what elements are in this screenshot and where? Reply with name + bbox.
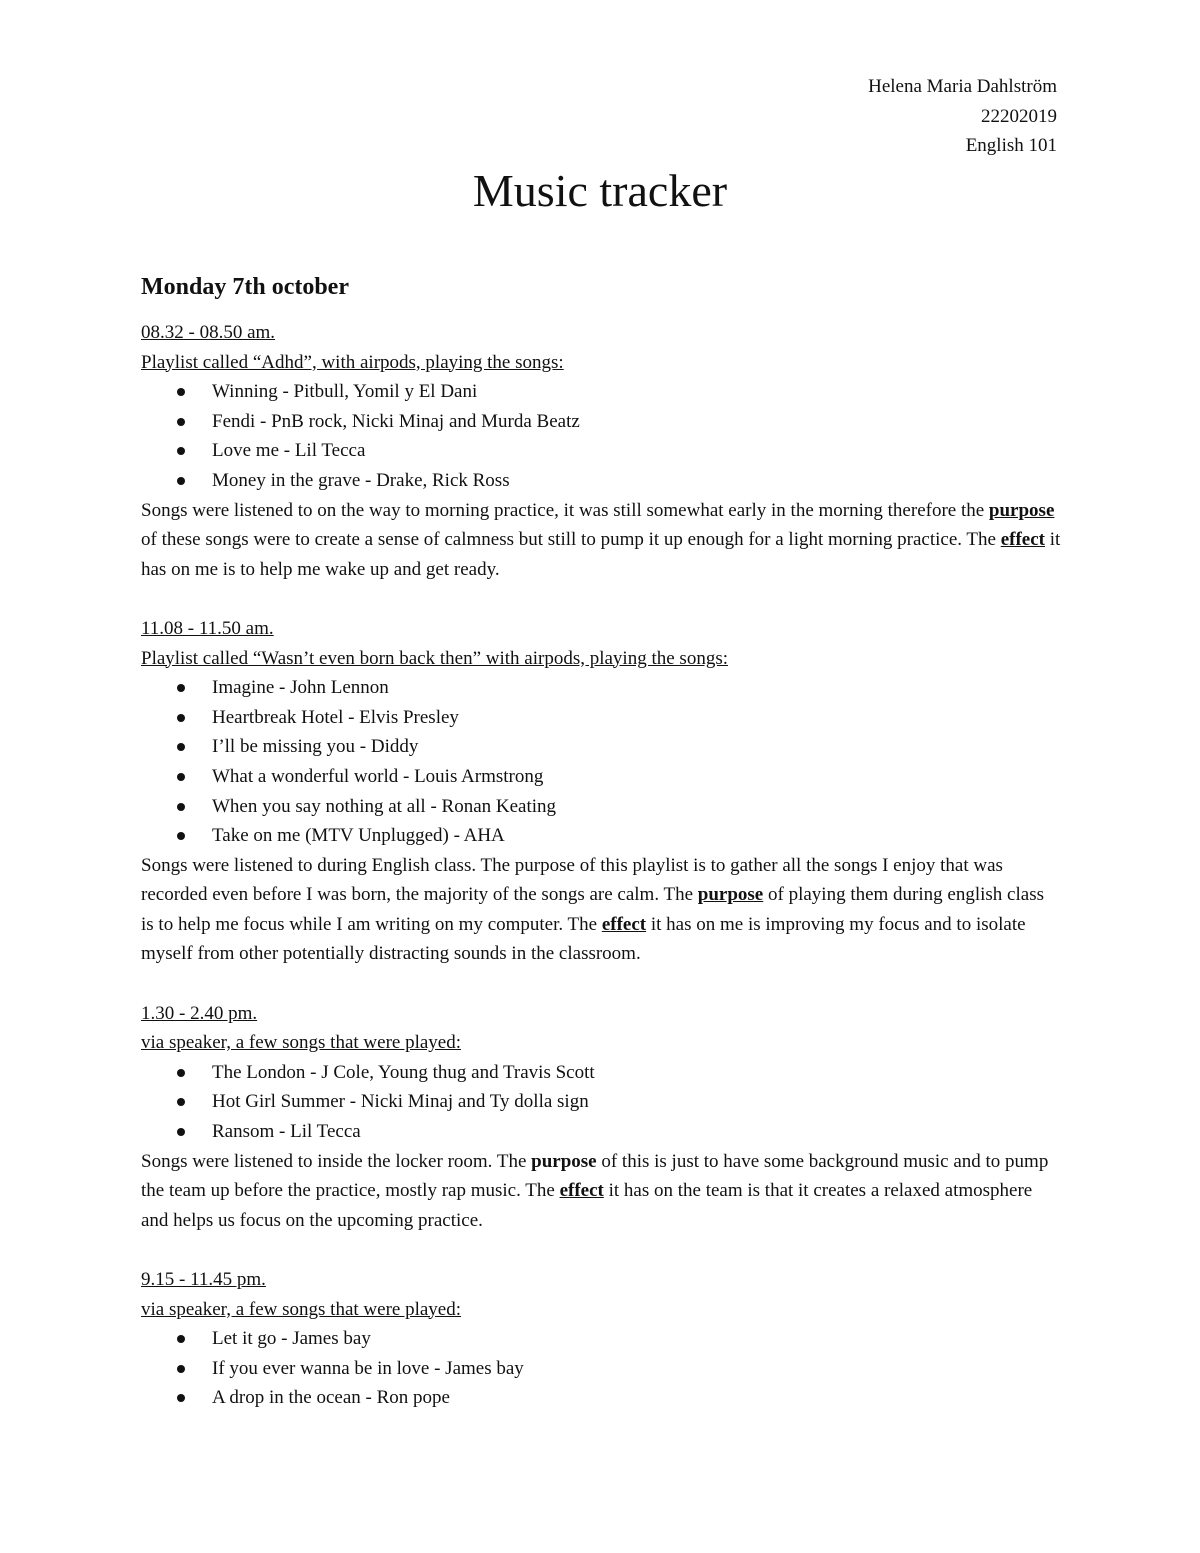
bullet-icon — [177, 1128, 185, 1136]
session-4 — [141, 1265, 1061, 1413]
session-description — [141, 496, 1061, 585]
document-body — [141, 270, 1061, 1443]
song-text: Take on me (MTV Unplugged) - AHA — [212, 825, 505, 847]
session-intro: Playlist called “Wasn’t even born back then” with airpods, playing the songs: — [141, 647, 728, 669]
song-item — [141, 466, 1061, 496]
bullet-icon — [177, 1394, 185, 1402]
course-name: English 101 — [965, 135, 1057, 156]
desc-text: of this is just to have some background music and to pump the team up before the practice, mostly rap music. The — [141, 1150, 1049, 1202]
song-text: The London - J Cole, Young thug and Travis Scott — [212, 1061, 595, 1083]
bullet-icon — [177, 832, 185, 840]
session-description — [141, 1147, 1061, 1236]
song-text: Imagine - John Lennon — [212, 677, 389, 699]
session-1 — [141, 318, 1061, 584]
session-time: 1.30 - 2.40 pm. — [141, 1002, 258, 1024]
desc-text: of playing them during english class is to help me focus while I am writing on my computer. The — [141, 884, 1044, 935]
song-list — [141, 1324, 1061, 1413]
effect-keyword: effect — [1000, 529, 1045, 551]
session-intro: via speaker, a few songs that were played: — [141, 1298, 462, 1320]
song-item — [141, 1058, 1061, 1088]
song-text: Hot Girl Summer - Nicki Minaj and Ty dolla sign — [212, 1091, 589, 1113]
song-text: Heartbreak Hotel - Elvis Presley — [212, 706, 459, 728]
purpose-keyword: purpose — [988, 499, 1055, 521]
bullet-icon — [177, 714, 185, 722]
bullet-icon — [177, 803, 185, 811]
song-item — [141, 1354, 1061, 1384]
desc-text: it has on the team is that it creates a relaxed atmosphere and helps us focus on the upcoming practice. — [141, 1180, 1033, 1231]
bullet-icon — [177, 1335, 185, 1343]
bullet-icon — [177, 388, 185, 396]
song-list — [141, 673, 1061, 851]
desc-text: Songs were listened to inside the locker room. The — [141, 1150, 532, 1172]
session-3 — [141, 999, 1061, 1236]
song-text: Ransom - Lil Tecca — [212, 1121, 361, 1143]
bullet-icon — [177, 1069, 185, 1077]
song-text: I’ll be missing you - Diddy — [212, 736, 419, 758]
purpose-keyword: purpose — [697, 884, 764, 906]
session-intro: via speaker, a few songs that were played: — [141, 1032, 462, 1054]
song-text: Let it go - James bay — [212, 1328, 371, 1350]
song-text: Winning - Pitbull, Yomil y El Dani — [212, 381, 478, 403]
session-intro: Playlist called “Adhd”, with airpods, playing the songs: — [141, 351, 564, 373]
song-item — [141, 673, 1061, 703]
day-heading: Monday 7th october — [141, 274, 349, 300]
song-text: A drop in the ocean - Ron pope — [212, 1387, 450, 1409]
song-item — [141, 1324, 1061, 1354]
song-item — [141, 407, 1061, 437]
session-description — [141, 851, 1061, 969]
student-id: 22202019 — [981, 105, 1057, 127]
document-title: Music tracker — [472, 165, 728, 216]
song-text: If you ever wanna be in love - James bay — [212, 1357, 524, 1379]
song-item — [141, 1087, 1061, 1117]
song-item — [141, 762, 1061, 792]
song-text: Money in the grave - Drake, Rick Ross — [212, 469, 510, 491]
song-item — [141, 792, 1061, 822]
song-item — [141, 821, 1061, 851]
song-text: Fendi - PnB rock, Nicki Minaj and Murda Beatz — [212, 410, 580, 432]
song-item — [141, 732, 1061, 762]
desc-text: it has on me is to help me wake up and get ready. — [141, 529, 1061, 580]
song-item — [141, 1117, 1061, 1147]
author-header — [868, 72, 1057, 161]
desc-text: of these songs were to create a sense of calmness but still to pump it up enough for a light morning practice. The — [141, 529, 1001, 551]
song-list — [141, 377, 1061, 495]
song-item — [141, 1383, 1061, 1413]
desc-text: Songs were listened to on the way to morning practice, it was still somewhat early in the morning therefore the — [141, 499, 989, 521]
effect-keyword: effect — [601, 913, 647, 935]
effect-keyword: effect — [559, 1180, 604, 1202]
bullet-icon — [177, 1098, 185, 1106]
session-time: 11.08 - 11.50 am. — [141, 617, 274, 639]
bullet-icon — [177, 477, 185, 485]
bullet-icon — [177, 773, 185, 781]
song-list — [141, 1058, 1061, 1147]
song-item — [141, 436, 1061, 466]
bullet-icon — [177, 1365, 185, 1373]
song-item — [141, 377, 1061, 407]
session-time: 9.15 - 11.45 pm. — [141, 1269, 266, 1290]
bullet-icon — [177, 418, 185, 426]
desc-text: Songs were listened to during English class. The purpose of this playlist is to gather all the songs I enjoy that was recorded even before I was born, the majority of the songs are calm. The — [141, 854, 1003, 906]
desc-text: it has on me is improving my focus and to isolate myself from other potentially distracting sounds in the classroom. — [141, 913, 1026, 965]
song-item — [141, 703, 1061, 733]
bullet-icon — [177, 743, 185, 751]
song-text: When you say nothing at all - Ronan Keating — [212, 795, 557, 817]
song-text: Love me - Lil Tecca — [212, 440, 366, 462]
session-2 — [141, 614, 1061, 969]
session-time: 08.32 - 08.50 am. — [141, 322, 276, 343]
author-name: Helena Maria Dahlström — [868, 76, 1057, 97]
purpose-keyword: purpose — [531, 1150, 597, 1172]
bullet-icon — [177, 684, 185, 692]
song-text: What a wonderful world - Louis Armstrong — [212, 765, 544, 787]
bullet-icon — [177, 447, 185, 455]
